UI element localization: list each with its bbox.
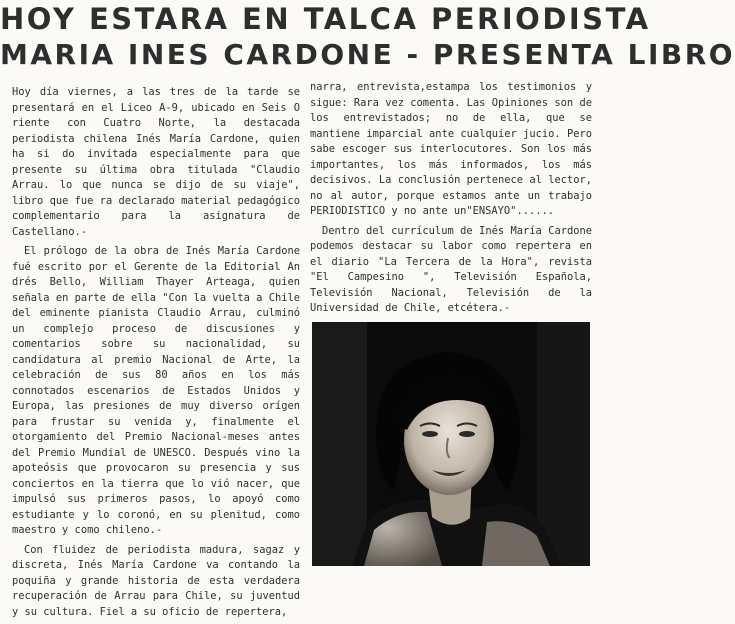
article-left-column	[12, 85, 300, 624]
headline-line-2: MARIA INES CARDONE - PRESENTA LIBRO	[0, 38, 735, 71]
article-paragraph: Dentro del currículum de Inés María Cardone podemos destacar su labor como repertera en el diario "La Tercera de la Hora", revista "El Campesino ", Televisión Española, Televisión Nacional, Televisión de la Universidad de Chile, etcétera.-	[310, 224, 592, 314]
author-photo	[312, 322, 590, 566]
article-paragraph: Con fluidez de periodista madura, sagaz y discreta, Inés María Cardone va contando la poquiña y grande historia de esta verdadera recuperación de Arrau para Chile, su juventud y su cultura. Fiel a su oficio de repertera,	[12, 543, 300, 618]
portrait-illustration	[312, 322, 590, 566]
headline-line-1: HOY ESTARA EN TALCA PERIODISTA	[0, 2, 651, 36]
article-paragraph: narra, entrevista,estampa los testimonios y sigue: Rara vez comenta. Las Opiniones son de los entrevistados; no de ella, que se mantiene imparcial ante cualquier jucio. Pero sabe escoger sus interlocutores. Son los más importantes, los más informados, los más decisivos. La conclusión pertenece al lector, no al autor, porque estamos ante un trabajo PERIODISTICO y no ante un"ENSAYO"......	[310, 81, 592, 217]
article-paragraph: Hoy día viernes, a las tres de la tarde se presentará en el Liceo A-9, ubicado en Seis O riente con Cuatro Norte, la destacada periodista chilena Inés María Cardone, quien ha si do invitada especialmente para que presente su última obra titulada "Claudio Arrau. lo que nunca se dijo de su viaje", libro que fue ra declarado material pedagógico complementario para la asignatura de Castellano.-	[12, 86, 300, 238]
article-paragraph: El prólogo de la obra de Inés María Cardone fué escrito por el Gerente de la Editorial An drés Bello, William Thayer Arteaga, quien señala en parte de ella "Con la vuelta a Chile del eminente pianista Claudio Arrau, culminó un complejo proceso de discusiones y comentarios sobre su nacionalidad, su candidatura al premio Nacional de Arte, la celebración de sus 80 años en los más connotados escenarios de Estados Unidos y Europa, las presiones de muy diverso orígen para frustar su venida y, finalmente el otorgamiento del Premio Nacional-meses antes del Premio Mundial de UNESCO. Después vino la apoteósis que provocaron su presencia y sus conciertos en la tierra que lo vió nacer, que impulsó sus primeros pasos, lo apoyó como estudiante y lo coronó, en su plenitud, como maestro y como chileno.-	[12, 245, 300, 536]
article-right-column	[310, 80, 592, 321]
